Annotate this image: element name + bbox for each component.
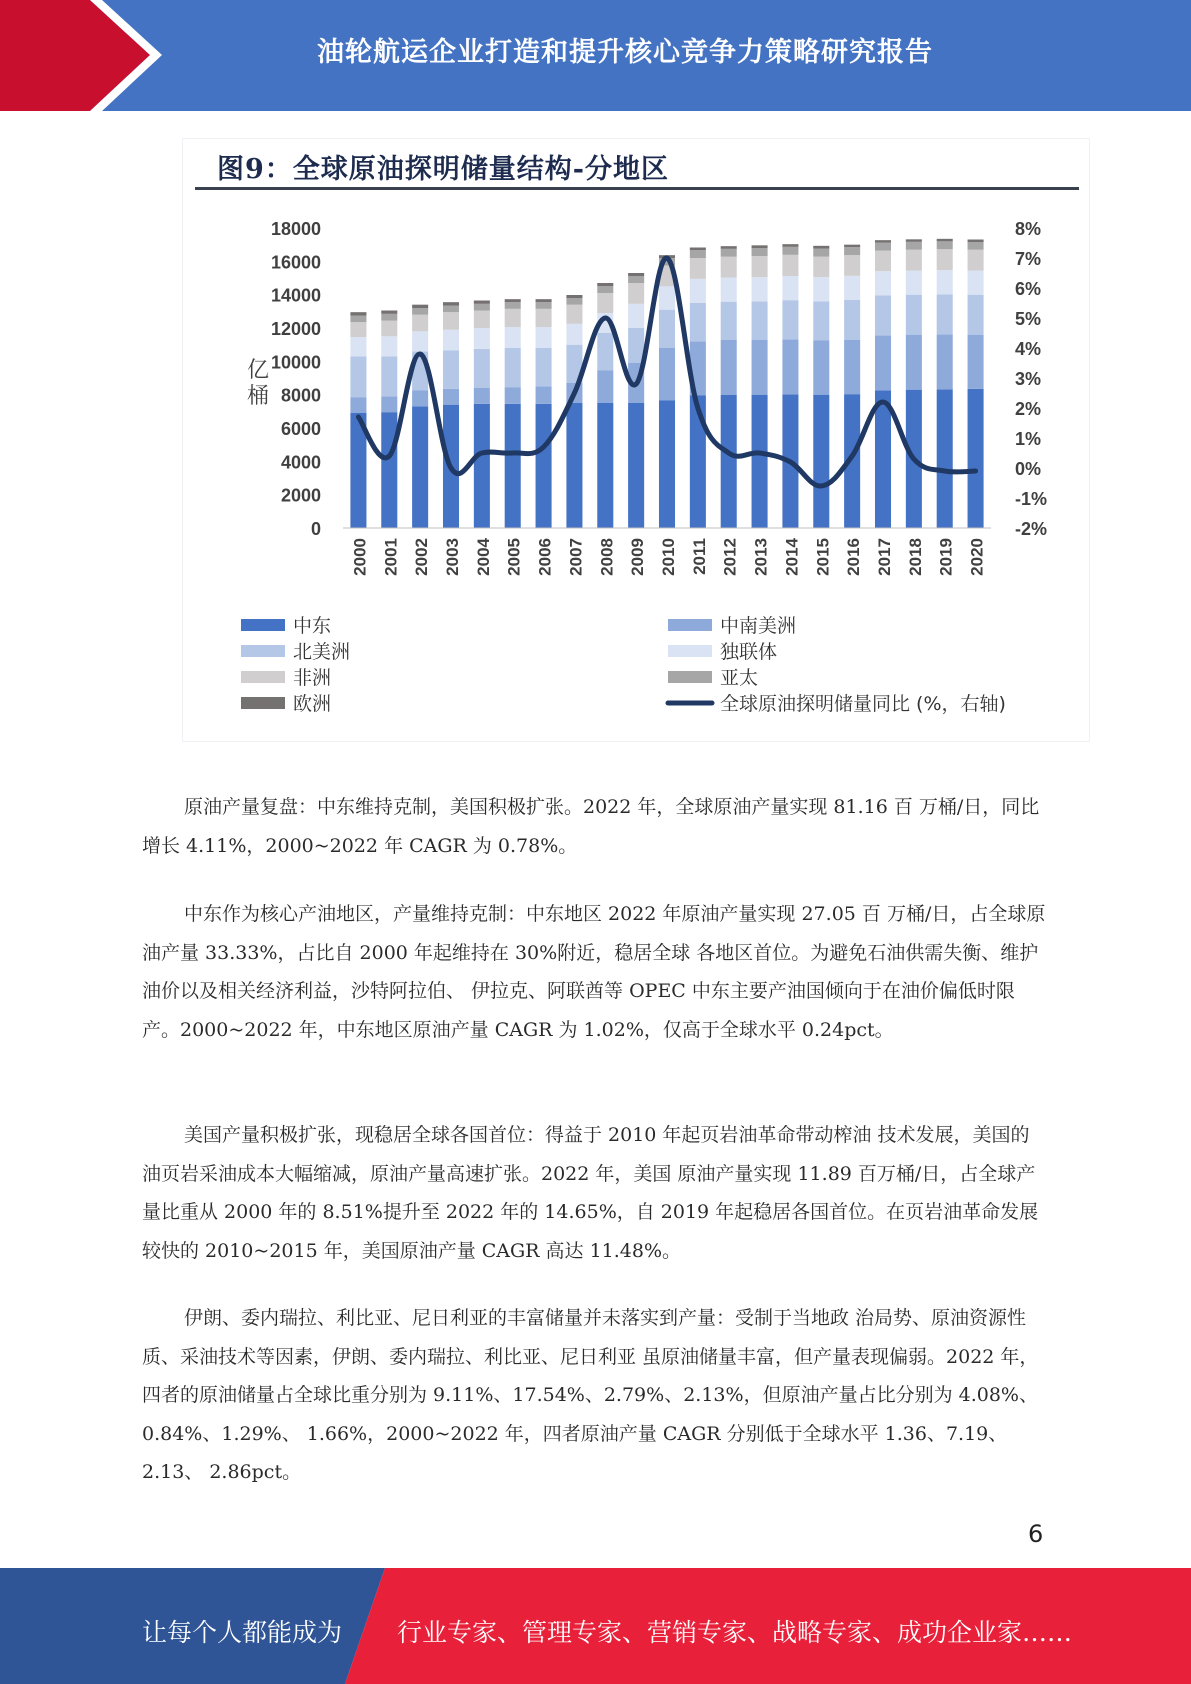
bar-segment [505,327,521,348]
y2-tick-label: -1% [1015,489,1048,509]
y2-tick-label: -2% [1015,519,1048,539]
bar-segment [443,330,459,351]
bar-segment [752,395,768,528]
bar-segment [782,255,798,276]
bar-segment [752,256,768,277]
bar-segment [721,257,737,278]
bar-segment [690,248,706,251]
x-tick-label: 2006 [535,538,555,576]
legend-label: 独联体 [720,641,778,663]
legend-swatch [241,645,285,657]
bar-segment [412,406,428,528]
bar-segment [875,240,891,243]
bar-segment [844,340,860,394]
x-tick-label: 2008 [597,538,617,576]
legend-swatch [668,619,712,631]
bar-segment [474,404,490,528]
bar-segment [659,348,675,401]
footer-slogan-right: 行业专家、管理专家、营销专家、战略专家、成功企业家…… [397,1618,1073,1647]
y-tick-label: 10000 [270,352,321,373]
bar-segment [350,397,366,413]
reserves-chart [183,139,1091,743]
x-tick-label: 2003 [443,538,462,576]
y2-tick-label: 0% [1015,459,1042,479]
bar-segment [937,239,953,242]
legend-label: 中南美洲 [720,615,797,637]
y2-tick-label: 4% [1015,339,1042,359]
bar-segment [443,306,459,313]
y2-tick-label: 5% [1015,309,1042,329]
y-tick-label: 8000 [280,385,321,406]
bar-segment [875,335,891,390]
bar-segment [474,311,490,329]
bar-segment [536,386,552,404]
y2-tick-label: 3% [1015,369,1042,389]
bar-segment [474,304,490,311]
bar-segment [659,286,675,309]
bar-segment [752,277,768,301]
y-axis-label: 桶 [246,384,270,409]
bar-segment [566,305,582,324]
bar-segment [536,302,552,309]
x-tick-label: 2014 [782,538,802,576]
bar-segment [505,404,521,528]
x-tick-label: 2018 [905,538,925,576]
bar-segment [906,250,922,271]
bar-segment [505,348,521,387]
bar-segment [782,244,798,247]
x-tick-label: 2000 [350,538,370,576]
bar-segment [412,391,428,407]
x-tick-label: 2019 [936,538,956,576]
y-tick-label: 4000 [280,452,321,473]
bar-segment [813,277,829,301]
footer-slogan-left: 让每个人都能成为 [142,1618,343,1647]
bar-segment [628,276,644,283]
bar-segment [505,302,521,309]
bar-segment [597,286,613,293]
figure-title: 图9：全球原油探明储量结构-分地区 [217,154,669,185]
bar-segment [968,271,984,295]
y2-tick-label: 6% [1015,279,1042,299]
bar-segment [566,403,582,528]
bar-segment [505,299,521,302]
bar-segment [381,314,397,321]
bar-segment [813,341,829,395]
bar-segment [597,293,613,313]
bar-segment [782,339,798,394]
bar-segment [474,301,490,304]
y-tick-label: 6000 [280,419,321,439]
bar-segment [628,283,644,304]
legend-label: 中东 [293,615,332,637]
paragraph-production-review: 原油产量复盘：中东维持克制，美国积极扩张。2022 年，全球原油产量实现 81.16 百 万桶/日，同比增长 4.11%，2000~2022 年 CAGR 为 0.78%。 [142,796,1040,857]
x-tick-label: 2010 [659,538,678,576]
bar-segment [597,333,613,371]
y-tick-label: 18000 [270,219,321,239]
bar-segment [844,255,860,276]
bar-segment [844,247,860,255]
bar-segment [474,328,490,349]
page-number: 6 [1028,1520,1044,1548]
bar-segment [937,389,953,528]
bar-segment [690,303,706,341]
bar-segment [690,258,706,279]
legend-swatch [241,697,285,709]
bar-segment [505,387,521,404]
bar-segment [906,295,922,335]
y2-tick-label: 1% [1015,429,1042,449]
bar-segment [813,301,829,340]
bar-segment [813,395,829,528]
legend-label: 欧洲 [293,693,332,715]
bar-segment [381,336,397,356]
legend-swatch [668,671,712,683]
bar-segment [536,327,552,348]
bar-segment [381,356,397,396]
bar-segment [875,243,891,251]
x-tick-label: 2013 [751,538,771,576]
y-tick-label: 14000 [270,285,321,306]
figure-container [182,138,1090,742]
header-title: 油轮航运企业打造和提升核心竞争力策略研究报告 [317,37,933,68]
bar-segment [906,271,922,295]
x-tick-label: 2017 [875,538,894,576]
bar-segment [443,389,459,405]
bar-segment [906,239,922,242]
bar-segment [412,305,428,308]
bar-segment [597,283,613,286]
x-tick-label: 2002 [412,538,432,576]
bar-segment [381,396,397,412]
bar-segment [813,257,829,278]
bar-segment [844,245,860,248]
bar-segment [813,249,829,257]
bar-segment [350,356,366,397]
bar-segment [721,246,737,249]
paragraph-iran-venezuela: 伊朗、委内瑞拉、利比亚、尼日利亚的丰富储量并未落实到产量：受制于当地政 治局势、原油资源性质、采油技术等因素，伊朗、委内瑞拉、利比亚、尼日利亚 虽原油储量丰富，但产量表现偏弱。2022 年，四者的原油储量占全球比重分别为 9.11%、17.54%、2.79%、2.13%，但原油产量占比分别为 4.08%、0.84%、1.29%、 1.66%，2000~2022 年，四者原油产量 CAGR 分别低于全球水平 1.36、7.19、2.13、 2.86pct。 [142,1307,1039,1483]
bar-segment [968,295,984,335]
bar-segment [350,316,366,323]
bar-segment [721,395,737,528]
bar-segment [752,245,768,248]
page-footer [0,1568,1191,1684]
bar-segment [566,295,582,298]
x-tick-label: 2009 [628,538,648,576]
legend-label: 全球原油探明储量同比 (%，右轴) [720,693,1006,715]
x-tick-label: 2015 [813,538,833,576]
x-tick-label: 2007 [566,538,586,576]
bar-segment [721,340,737,395]
bar-segment [844,276,860,300]
bar-segment [937,270,953,294]
y2-tick-label: 7% [1015,249,1042,269]
bar-segment [968,242,984,250]
bar-segment [782,300,798,339]
x-tick-label: 2004 [473,538,493,576]
x-tick-label: 2005 [504,538,524,576]
legend-label: 北美洲 [293,641,351,663]
bar-segment [412,315,428,332]
bar-segment [412,308,428,315]
bar-segment [443,351,459,389]
bar-segment [875,271,891,295]
bar-segment [505,309,521,327]
bar-segment [813,246,829,249]
bar-segment [566,298,582,305]
x-tick-label: 2012 [720,538,740,576]
bar-segment [906,335,922,390]
bar-segment [597,403,613,528]
bar-segment [597,371,613,404]
legend-swatch [241,671,285,683]
y-tick-label: 0 [310,519,321,539]
y2-tick-label: 2% [1015,399,1042,419]
bar-segment [381,321,397,337]
bar-segment [536,348,552,386]
bar-segment [782,247,798,255]
bar-segment [752,248,768,256]
bar-segment [474,388,490,404]
bar-segment [690,250,706,258]
bar-segment [844,300,860,340]
bar-segment [659,401,675,529]
bar-segment [752,340,768,395]
bar-segment [937,249,953,270]
legend-swatch [668,645,712,657]
bar-segment [412,331,428,351]
legend-swatch [241,619,285,631]
bar-segment [721,249,737,257]
bar-segment [381,311,397,314]
bar-segment [350,337,366,356]
bar-segment [381,412,397,528]
bar-segment [628,273,644,276]
legend-label: 非洲 [293,667,332,689]
paragraph-usa: 美国产量积极扩张，现稳居全球各国首位：得益于 2010 年起页岩油革命带动榨油 技术发展，美国的油页岩采油成本大幅缩减，原油产量高速扩张。2022 年，美国 原油产量实现 11.89 百万桶/日，占全球产量比重从 2000 年的 8.51%提升至 2022 年的 14.65%，自 2019 年起稳居各国首位。在页岩油革命发展较快的 2010~2015 年，美国原油产量 CAGR 高达 11.48%。 [142,1124,1039,1262]
y-tick-label: 16000 [270,252,321,273]
bar-segment [474,349,490,388]
bar-segment [443,302,459,305]
bar-segment [906,242,922,250]
paragraph-middle-east: 中东作为核心产油地区，产量维持克制：中东地区 2022 年原油产量实现 27.05 百 万桶/日，占全球原油产量 33.33%，占比自 2000 年起维持在 30%附近，稳居全球 各地区首位。为避免石油供需失衡、维护油价以及相关经济利益，沙特阿拉伯、 伊拉克、阿联酋等 OPEC 中东主要产油国倾向于在油价偏低时限产。2000~2022 年，中东地区原油产量 CAGR 为 1.02%，仅高于全球水平 0.24pct。 [142,903,1046,1041]
bar-segment [782,276,798,300]
bar-segment [350,322,366,337]
bar-segment [659,310,675,348]
header-arrow-decoration [0,0,200,111]
bar-segment [536,404,552,528]
page-header [0,0,1191,111]
x-tick-label: 2011 [689,538,709,575]
bar-segment [443,312,459,330]
bar-segment [350,312,366,315]
y-axis-label: 亿 [246,358,270,383]
x-tick-label: 2001 [381,538,401,576]
bar-segment [536,299,552,302]
bar-segment [968,335,984,389]
bar-segment [721,302,737,340]
bar-segment [968,389,984,528]
bar-segment [937,294,953,334]
legend-label: 亚太 [720,667,759,689]
bar-segment [968,240,984,243]
bar-segment [690,279,706,303]
y-tick-label: 2000 [280,485,321,506]
x-tick-label: 2016 [844,538,864,576]
bar-segment [968,250,984,271]
bar-segment [875,295,891,335]
bar-segment [752,301,768,339]
bar-segment [937,334,953,389]
bar-segment [628,304,644,328]
bar-segment [628,403,644,528]
bar-segment [566,324,582,345]
bar-segment [875,251,891,272]
x-tick-label: 2020 [967,538,987,576]
y-tick-label: 12000 [270,319,321,339]
bar-segment [536,309,552,327]
bar-segment [721,278,737,302]
bar-segment [937,241,953,249]
bar-segment [875,390,891,528]
y2-tick-label: 8% [1015,219,1042,239]
